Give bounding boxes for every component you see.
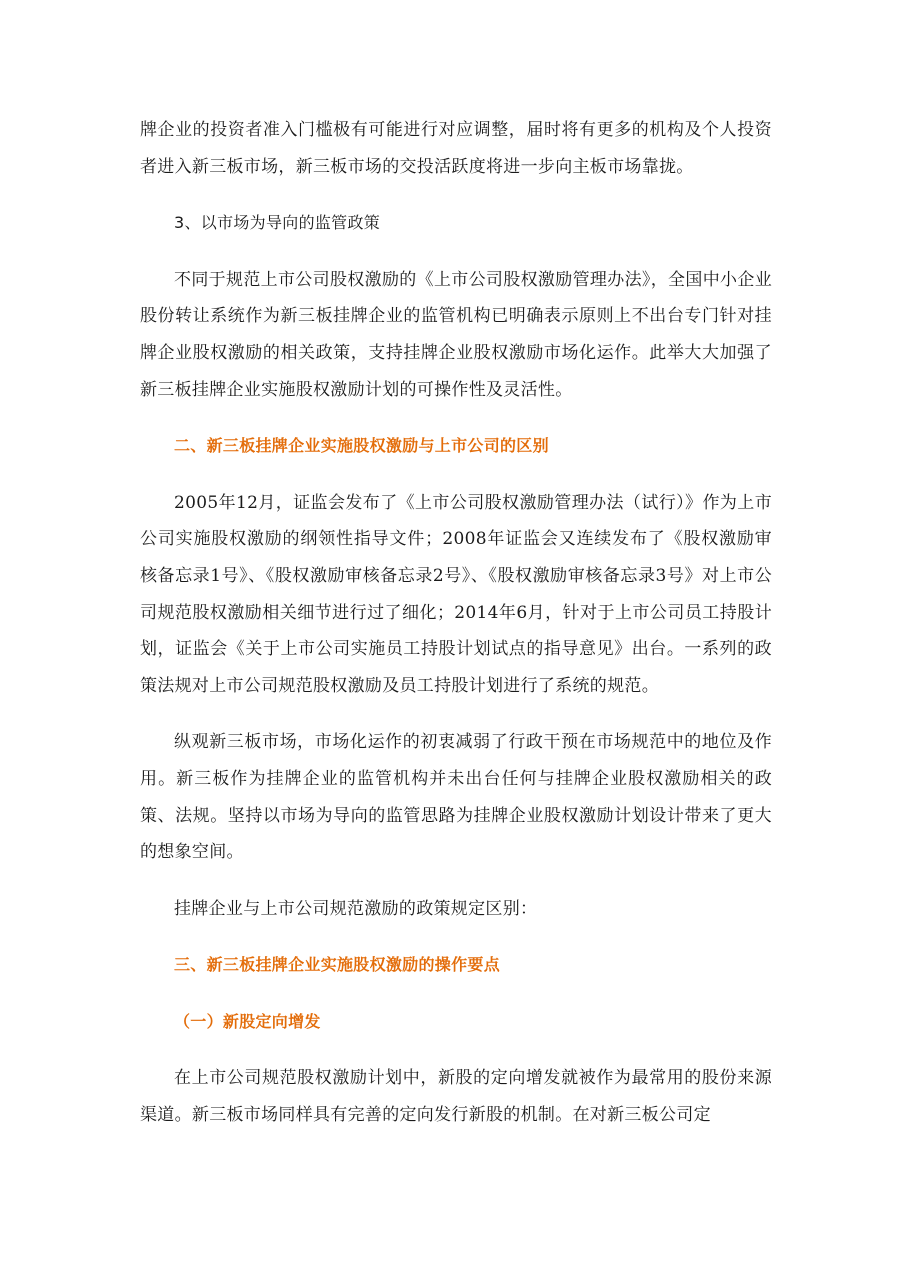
section-heading-operation-points: 三、新三板挂牌企业实施股权激励的操作要点 (174, 955, 501, 975)
paragraph-investor-threshold: 牌企业的投资者准入门槛极有可能进行对应调整，届时将有更多的机构及个人投资者进入新三板市场，新三板市场的交投活跃度将进一步向主板市场靠拢。 (140, 120, 772, 177)
subheading-new-share-issuance: （一）新股定向增发 (174, 1011, 321, 1031)
section-heading-differences: 二、新三板挂牌企业实施股权激励与上市公司的区别 (174, 436, 549, 456)
paragraph-csrc-regulations: 2005年12月，证监会发布了《上市公司股权激励管理办法（试行）》作为上市公司实施股权激励的纲领性指导文件；2008年证监会又连续发布了《股权激励审核备忘录1号》、《股权激励审核备忘录2号》、《股权激励审核备忘录3号》对上市公司规范股权激励相关细节进行过了细化；2014年6月，针对于上市公司员工持股计划，证监会《关于上市公司实施员工持股计划试点的指导意见》出台。一系列的政策法规对上市公司规范股权激励及员工持股计划进行了系统的规范。 (140, 492, 772, 696)
subheading-market-oriented-policy: 3、以市场为导向的监管政策 (174, 213, 381, 233)
paragraph-share-sources: 在上市公司规范股权激励计划中，新股的定向增发就被作为最常用的股份来源渠道。新三板市场同样具有完善的定向发行新股的机制。在对新三板公司定 (140, 1068, 772, 1126)
document-page (140, 112, 772, 1134)
paragraph-regulatory-policy: 不同于规范上市公司股权激励的《上市公司股权激励管理办法》，全国中小企业股份转让系统作为新三板挂牌企业的监管机构已明确表示原则上不出台专门针对挂牌企业股权激励的相关政策，支持挂牌企业股权激励市场化运作。此举大大加强了新三板挂牌企业实施股权激励计划的可操作性及灵活性。 (140, 269, 772, 400)
paragraph-market-overview: 纵观新三板市场，市场化运作的初衷减弱了行政干预在市场规范中的地位及作用。新三板作为挂牌企业的监管机构并未出台任何与挂牌企业股权激励相关的政策、法规。坚持以市场为导向的监管思路为挂牌企业股权激励计划设计带来了更大的想象空间。 (140, 732, 772, 863)
paragraph-policy-differences-intro: 挂牌企业与上市公司规范激励的政策规定区别： (174, 898, 538, 919)
